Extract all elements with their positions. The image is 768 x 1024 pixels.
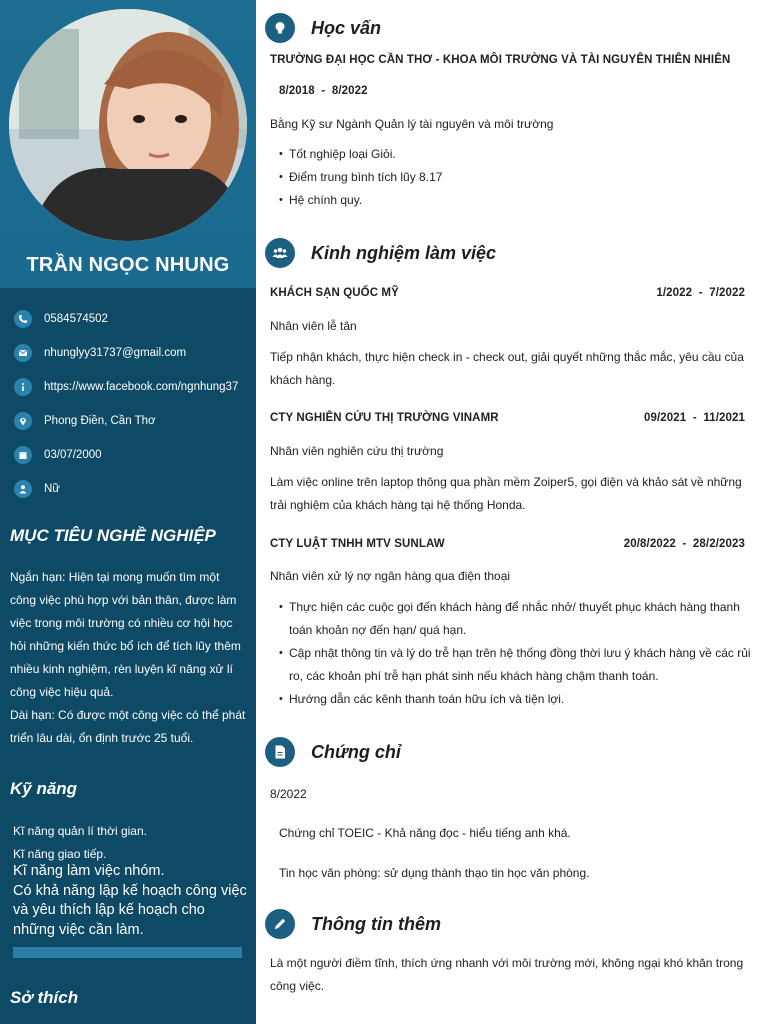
job-role: Nhân viên nghiên cứu thị trường xyxy=(270,444,444,458)
contact-phone xyxy=(14,302,250,336)
education-bullets xyxy=(279,143,749,212)
email-text[interactable]: nhunglyy31737@gmail.com xyxy=(44,347,187,359)
job-period: 09/2021 - 11/2021 xyxy=(643,412,745,424)
objective-short-term: Ngắn hạn: Hiện tại mong muốn tìm một công việc phù hợp với bản thân, được làm việc trong môi trường có nhiều cơ hội học hỏi những kiến thức bổ ích để tích lũy thêm nhiều kinh nghiệm, rèn luyện kĩ năng xử lí công việc hiệu quả. xyxy=(10,570,241,699)
location-text: Phong Điền, Cần Thơ xyxy=(44,415,156,427)
certificate-item: Tin học văn phòng: sử dụng thành thạo tin học văn phòng. xyxy=(279,866,590,880)
contact-gender xyxy=(14,472,250,506)
objective-title: MỤC TIÊU NGHỀ NGHIỆP xyxy=(10,526,216,545)
document-icon xyxy=(265,737,295,767)
job-role: Nhân viên xử lý nợ ngân hàng qua điện thoại xyxy=(270,569,511,583)
calendar-icon xyxy=(14,446,32,464)
hobbies-title: Sở thích xyxy=(10,988,79,1007)
job-company: CTY NGHIÊN CỨU THỊ TRƯỜNG VINAMR xyxy=(270,412,499,424)
sidebar xyxy=(0,0,256,1024)
lightbulb-icon xyxy=(265,13,295,43)
phone-text: 0584574502 xyxy=(44,313,108,325)
job-period: 1/2022 - 7/2022 xyxy=(656,287,745,299)
avatar-photo xyxy=(9,9,247,241)
gender-text: Nữ xyxy=(44,483,61,495)
skills-list-small xyxy=(13,820,249,866)
education-title: Học vấn xyxy=(311,17,382,38)
extra-title: Thông tin thêm xyxy=(311,913,441,934)
skill-level-bar xyxy=(13,947,242,958)
location-icon xyxy=(14,412,32,430)
list-item: • Hướng dẫn các kênh thanh toán hữu ích và tiện lợi. xyxy=(279,688,754,711)
list-item: • Cập nhật thông tin và lý do trễ hạn trên hệ thống đồng thời lưu ý khách hàng về các rủi ro, các khoản phí trễ hạn phát sinh nếu khách hàng chậm thanh toán. xyxy=(279,642,754,688)
experience-title: Kinh nghiệm làm việc xyxy=(311,242,497,263)
job-description: Làm việc online trên laptop thông qua phần mềm Zoiper5, gọi điện và khảo sát về những trải nghiệm của khách hàng tại hệ thống Honda. xyxy=(270,475,742,512)
education-header xyxy=(265,13,381,43)
contact-list xyxy=(14,302,250,506)
education-degree: Bằng Kỹ sư Ngành Quản lý tài nguyên và môi trường xyxy=(270,117,554,131)
birthday-text: 03/07/2000 xyxy=(44,449,102,461)
email-icon xyxy=(14,344,32,362)
job-bullets xyxy=(279,596,754,711)
education-period: 8/2018 - 8/2022 xyxy=(279,85,368,97)
job-role: Nhân viên lễ tân xyxy=(270,319,357,333)
skill-item: Có khả năng lập kế hoạch công việc và yêu thích lập kế hoạch cho những việc cần làm. xyxy=(13,882,247,938)
contact-facebook xyxy=(14,370,250,404)
full-name: TRẦN NGỌC NHUNG xyxy=(26,254,230,276)
certificates-title: Chứng chỉ xyxy=(311,741,401,762)
group-icon xyxy=(265,238,295,268)
profile-header xyxy=(0,0,256,288)
phone-icon xyxy=(14,310,32,328)
experience-header xyxy=(265,238,496,268)
certificate-date: 8/2022 xyxy=(270,787,307,801)
contact-birthday xyxy=(14,438,250,472)
objective-text xyxy=(10,566,248,750)
list-item: • Tốt nghiệp loại Giỏi. xyxy=(279,143,749,166)
job-period: 20/8/2022 - 28/2/2023 xyxy=(623,538,745,550)
certificates-header xyxy=(265,737,401,767)
skills-list-large xyxy=(13,862,249,940)
education-school: TRƯỜNG ĐẠI HỌC CẦN THƠ - KHOA MÔI TRƯỜNG VÀ TÀI NGUYÊN THIÊN NHIÊN xyxy=(270,54,731,66)
main-content xyxy=(256,0,768,1024)
pencil-icon xyxy=(265,909,295,939)
extra-header xyxy=(265,909,441,939)
extra-text: Là một người điềm tĩnh, thích ứng nhanh với môi trường mới, không ngại khó khăn trong công việc. xyxy=(270,956,744,993)
contact-email xyxy=(14,336,250,370)
certificate-item: Chứng chỉ TOEIC - Khả năng đọc - hiểu tiếng anh khá. xyxy=(279,826,571,840)
skill-item: Kĩ năng quản lí thời gian. xyxy=(13,824,147,838)
user-icon xyxy=(14,480,32,498)
skill-item: Kĩ năng giao tiếp. xyxy=(13,847,107,861)
facebook-link[interactable]: https://www.facebook.com/ngnhung37 xyxy=(44,381,239,393)
job-company: KHÁCH SẠN QUỐC MỸ xyxy=(270,287,399,299)
job-description: Tiếp nhận khách, thực hiện check in - check out, giải quyết những thắc mắc, yêu cầu của khách hàng. xyxy=(270,350,744,387)
objective-long-term: Dài hạn: Có được một công việc có thể phát triển lâu dài, ổn định trước 25 tuổi. xyxy=(10,708,246,745)
avatar xyxy=(9,9,247,241)
skill-item: Kĩ năng làm việc nhóm. xyxy=(13,863,165,879)
skills-title: Kỹ năng xyxy=(10,779,78,798)
list-item: • Điểm trung bình tích lũy 8.17 xyxy=(279,166,749,189)
list-item: • Thực hiện các cuộc gọi đến khách hàng để nhắc nhở/ thuyết phục khách hàng thanh toán khoản nợ đến hạn/ quá hạn. xyxy=(279,596,754,642)
list-item: • Hệ chính quy. xyxy=(279,189,749,212)
info-icon xyxy=(14,378,32,396)
job-company: CTY LUẬT TNHH MTV SUNLAW xyxy=(270,538,445,550)
contact-location xyxy=(14,404,250,438)
